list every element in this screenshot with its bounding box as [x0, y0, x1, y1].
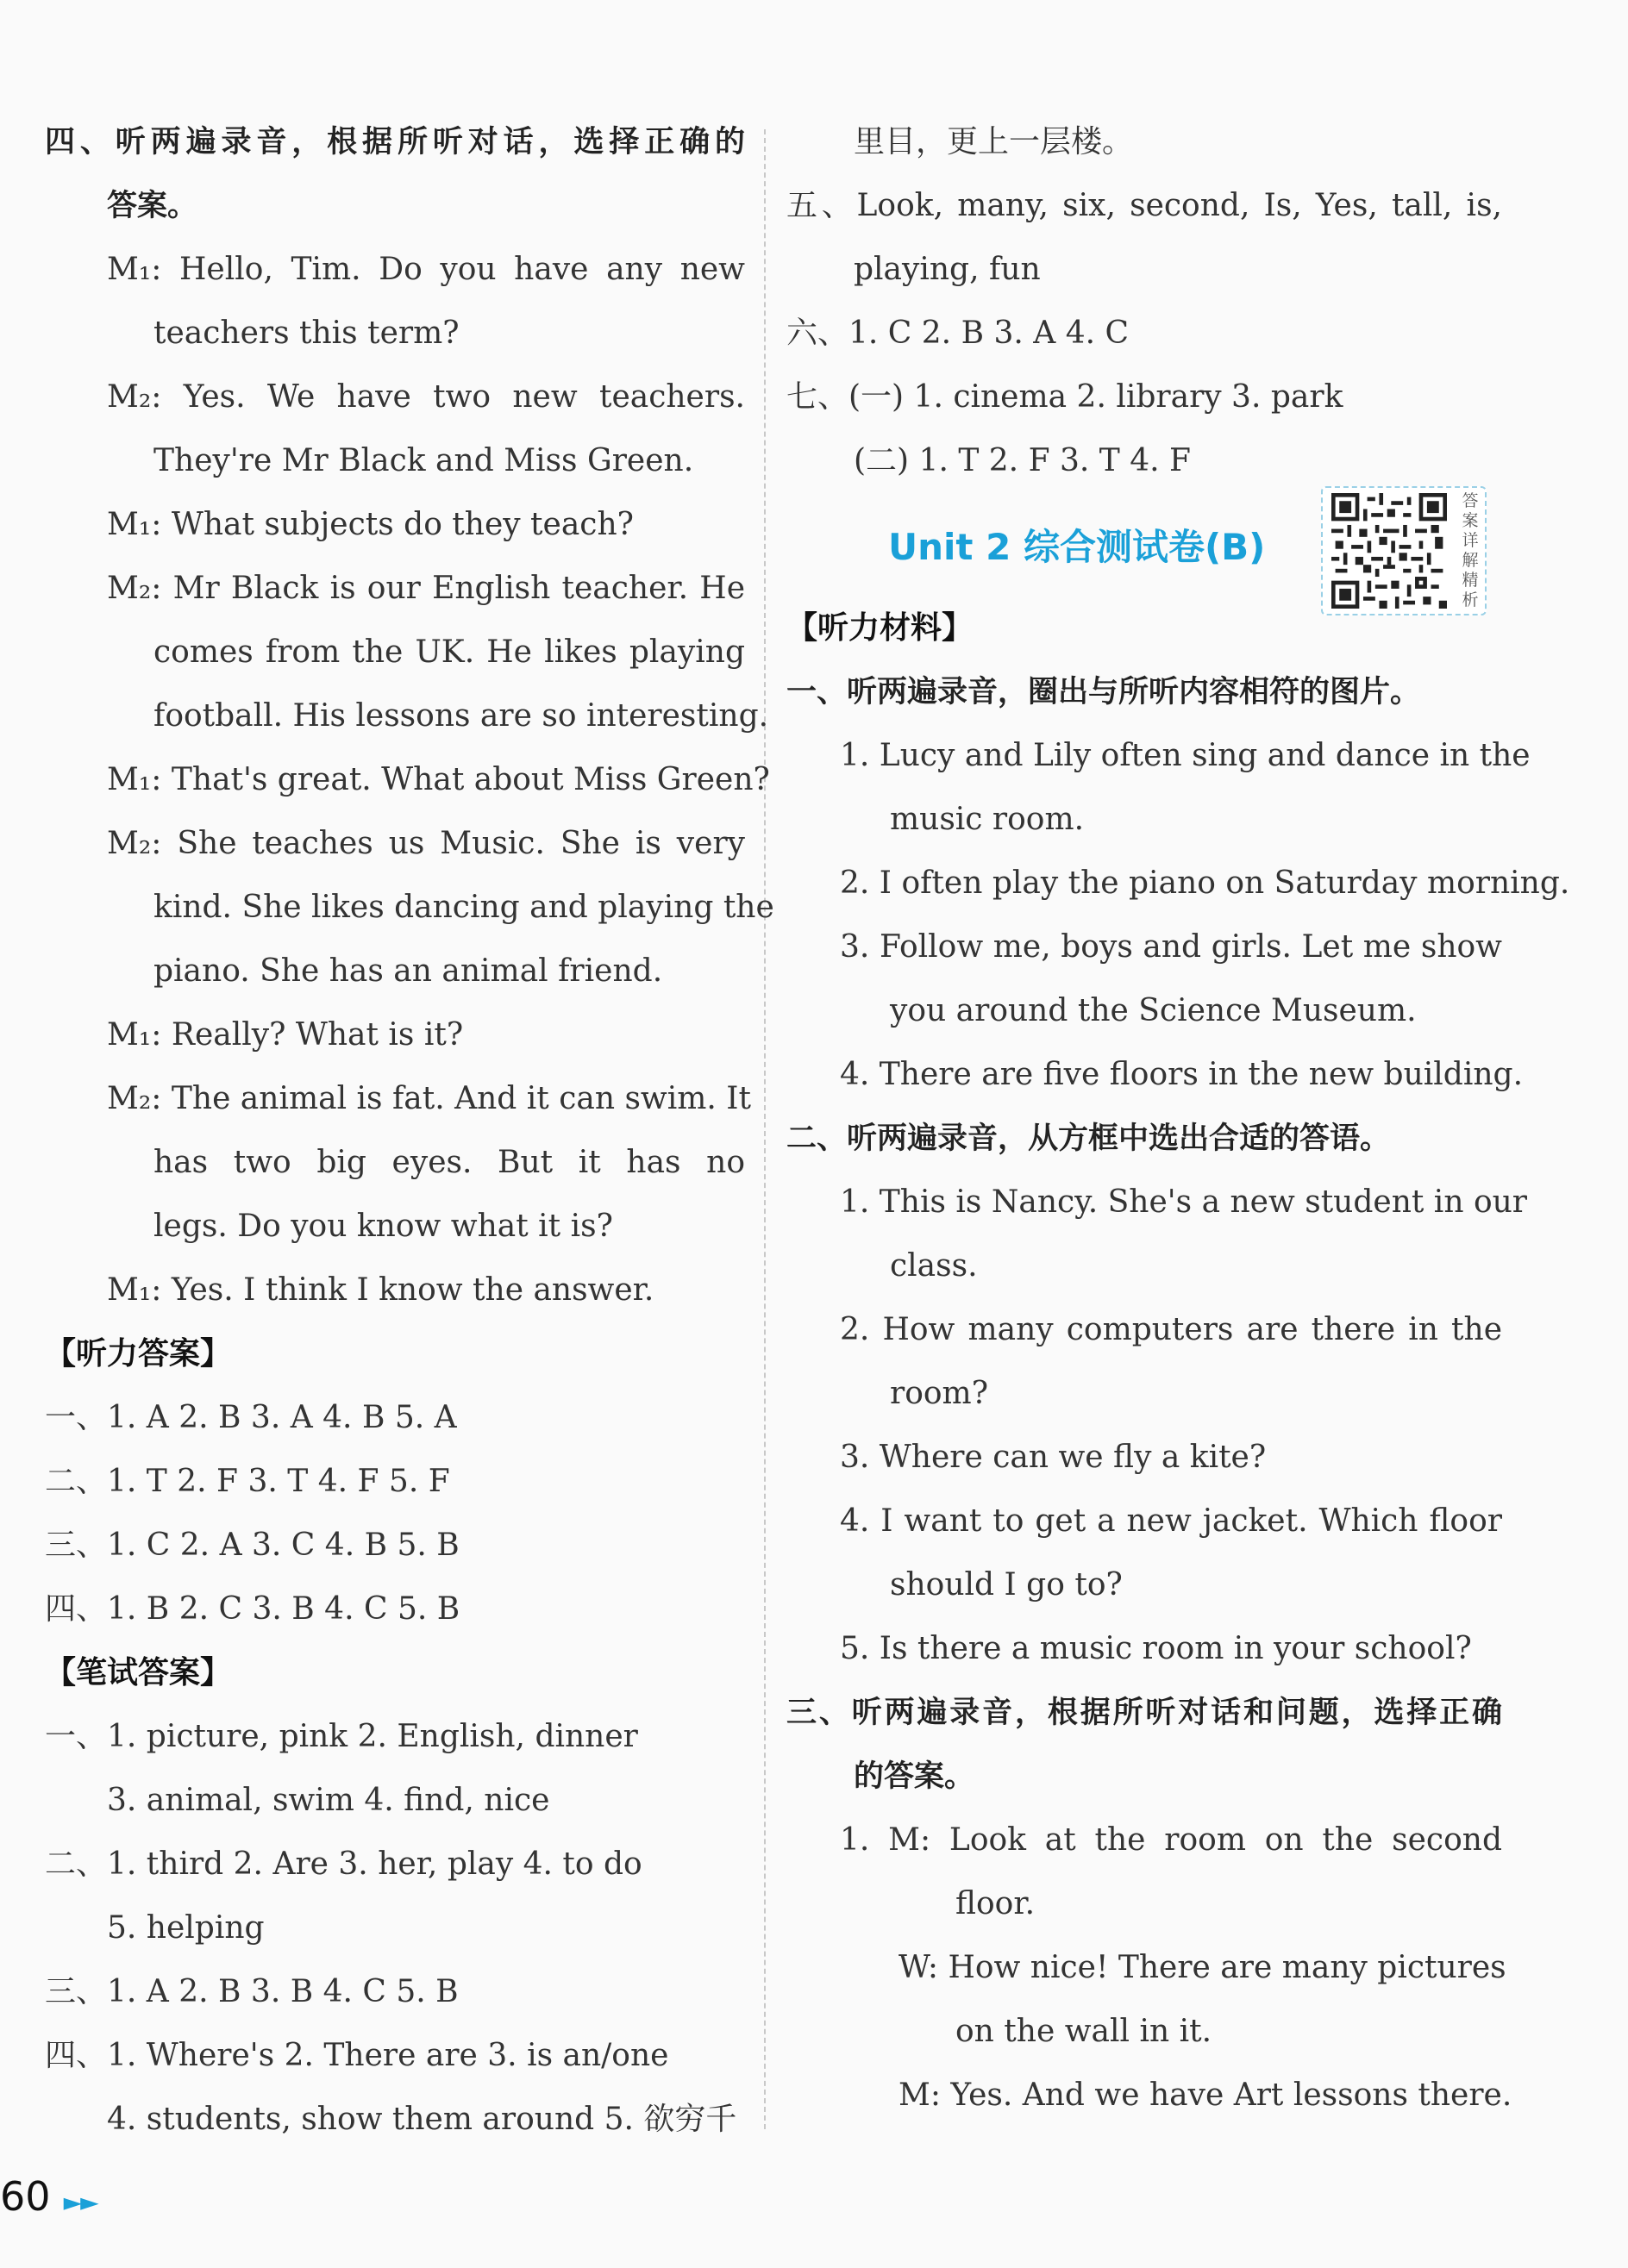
part2-line: should I go to? — [890, 1567, 1123, 1603]
part1-heading: 一、听两遍录音，圈出与所听内容相符的图片。 — [786, 675, 1421, 709]
answer-line: 4. students, show them around 5. 欲穷千 — [107, 2102, 737, 2137]
part1-line: 1. Lucy and Lily often sing and dance in the — [840, 738, 1531, 773]
dialogue-line: legs. Do you know what it is? — [153, 1209, 613, 1244]
page-number: 60 — [0, 2173, 51, 2220]
materials-title: 【听力材料】 — [786, 610, 974, 646]
part1-line: 2. I often play the piano on Saturday morning. — [840, 865, 1570, 901]
dialogue-line: M₂: The animal is fat. And it can swim. It — [107, 1081, 751, 1116]
answer-line: 二、1. third 2. Are 3. her, play 4. to do — [45, 1846, 642, 1882]
part2-line: 5. Is there a music room in your school? — [840, 1631, 1472, 1666]
unit-title: Unit 2 综合测试卷(B) — [888, 526, 1266, 568]
left-column — [45, 110, 774, 2152]
dialogue-line: M₁: Really? What is it? — [107, 1017, 464, 1053]
answer-line: 一、1. A 2. B 3. A 4. B 5. A — [45, 1400, 457, 1435]
section5-answer-cont: playing, fun — [854, 252, 1041, 287]
answer-line: 5. helping — [107, 1910, 265, 1946]
page-footer — [0, 2171, 97, 2222]
part3-line: M: Yes. And we have Art lessons there. — [899, 2077, 1512, 2113]
part3-line: on the wall in it. — [955, 2014, 1212, 2049]
part1-line: music room. — [890, 802, 1085, 837]
part3-line: 1. M: Look at the room on the second — [840, 1822, 1502, 1858]
section7-answer-2: (二) 1. T 2. F 3. T 4. F — [854, 443, 1192, 478]
dialogue-line: football. His lessons are so interesting. — [153, 698, 769, 734]
part1-line: 3. Follow me, boys and girls. Let me show — [840, 929, 1502, 965]
part1-line: you around the Science Museum. — [890, 993, 1417, 1028]
qr-code-icon — [1328, 493, 1450, 609]
dialogue-line: M₁: That's great. What about Miss Green? — [107, 762, 770, 797]
answer-line: 三、1. C 2. A 3. C 4. B 5. B — [45, 1528, 460, 1563]
section5-answer: 五、Look, many, six, second, Is, Yes, tall, is, — [786, 188, 1502, 223]
column-divider — [764, 129, 766, 2129]
dialogue-line: M₂: Yes. We have two new teachers. — [107, 379, 745, 415]
section4-heading: 四、听两遍录音，根据所听对话，选择正确的 — [45, 125, 745, 159]
continued-line: 里目，更上一层楼。 — [854, 124, 1134, 159]
dialogue-line: M₁: Yes. I think I know the answer. — [107, 1272, 654, 1308]
section4-heading-cont: 答案。 — [107, 189, 198, 223]
part1-line: 4. There are five floors in the new building. — [840, 1057, 1524, 1092]
right-column — [786, 110, 1570, 2127]
dialogue-line: M₁: Hello, Tim. Do you have any new — [107, 252, 745, 287]
part2-heading: 二、听两遍录音，从方框中选出合适的答语。 — [786, 1122, 1391, 1156]
dialogue-line: M₂: Mr Black is our English teacher. He — [107, 571, 745, 606]
answer-line: 3. animal, swim 4. find, nice — [107, 1783, 550, 1818]
part3-heading-cont: 的答案。 — [854, 1759, 975, 1794]
part2-line: 3. Where can we fly a kite? — [840, 1440, 1267, 1475]
dialogue-line: M₁: What subjects do they teach? — [107, 507, 634, 542]
dialogue-line: comes from the UK. He likes playing — [153, 634, 745, 670]
answer-line: 三、1. A 2. B 3. B 4. C 5. B — [45, 1974, 459, 2009]
dialogue-line: piano. She has an animal friend. — [153, 953, 663, 989]
answer-line: 二、1. T 2. F 3. T 4. F 5. F — [45, 1464, 450, 1499]
answer-line: 四、1. Where's 2. There are 3. is an/one — [45, 2038, 669, 2073]
part3-heading: 三、听两遍录音，根据所听对话和问题，选择正确 — [786, 1696, 1502, 1730]
written-answers-title: 【笔试答案】 — [45, 1655, 232, 1690]
arrow-icon: ►► — [63, 2188, 97, 2216]
answer-line: 四、1. B 2. C 3. B 4. C 5. B — [45, 1591, 460, 1627]
dialogue-line: kind. She likes dancing and playing the — [153, 890, 774, 925]
listening-answers-title: 【听力答案】 — [45, 1336, 232, 1371]
part2-line: class. — [890, 1248, 978, 1284]
section6-answer: 六、1. C 2. B 3. A 4. C — [786, 316, 1130, 351]
unit-title-block — [786, 491, 1502, 609]
part2-line: 1. This is Nancy. She's a new student in our — [840, 1184, 1528, 1220]
dialogue-line: M₂: She teaches us Music. She is very — [107, 826, 745, 861]
part2-line: room? — [890, 1376, 988, 1411]
part2-line: 4. I want to get a new jacket. Which floor — [840, 1503, 1502, 1539]
dialogue-line: They're Mr Black and Miss Green. — [153, 443, 694, 478]
dialogue-line: teachers this term? — [153, 316, 460, 351]
qr-label: 答案详解精析 — [1462, 491, 1479, 609]
section7-answer-1: 七、(一) 1. cinema 2. library 3. park — [786, 379, 1343, 415]
part2-line: 2. How many computers are there in the — [840, 1312, 1502, 1347]
part3-line: floor. — [955, 1886, 1036, 1921]
part3-line: W: How nice! There are many pictures — [899, 1950, 1506, 1985]
dialogue-line: has two big eyes. But it has no — [153, 1145, 745, 1180]
answer-line: 一、1. picture, pink 2. English, dinner — [45, 1719, 638, 1754]
